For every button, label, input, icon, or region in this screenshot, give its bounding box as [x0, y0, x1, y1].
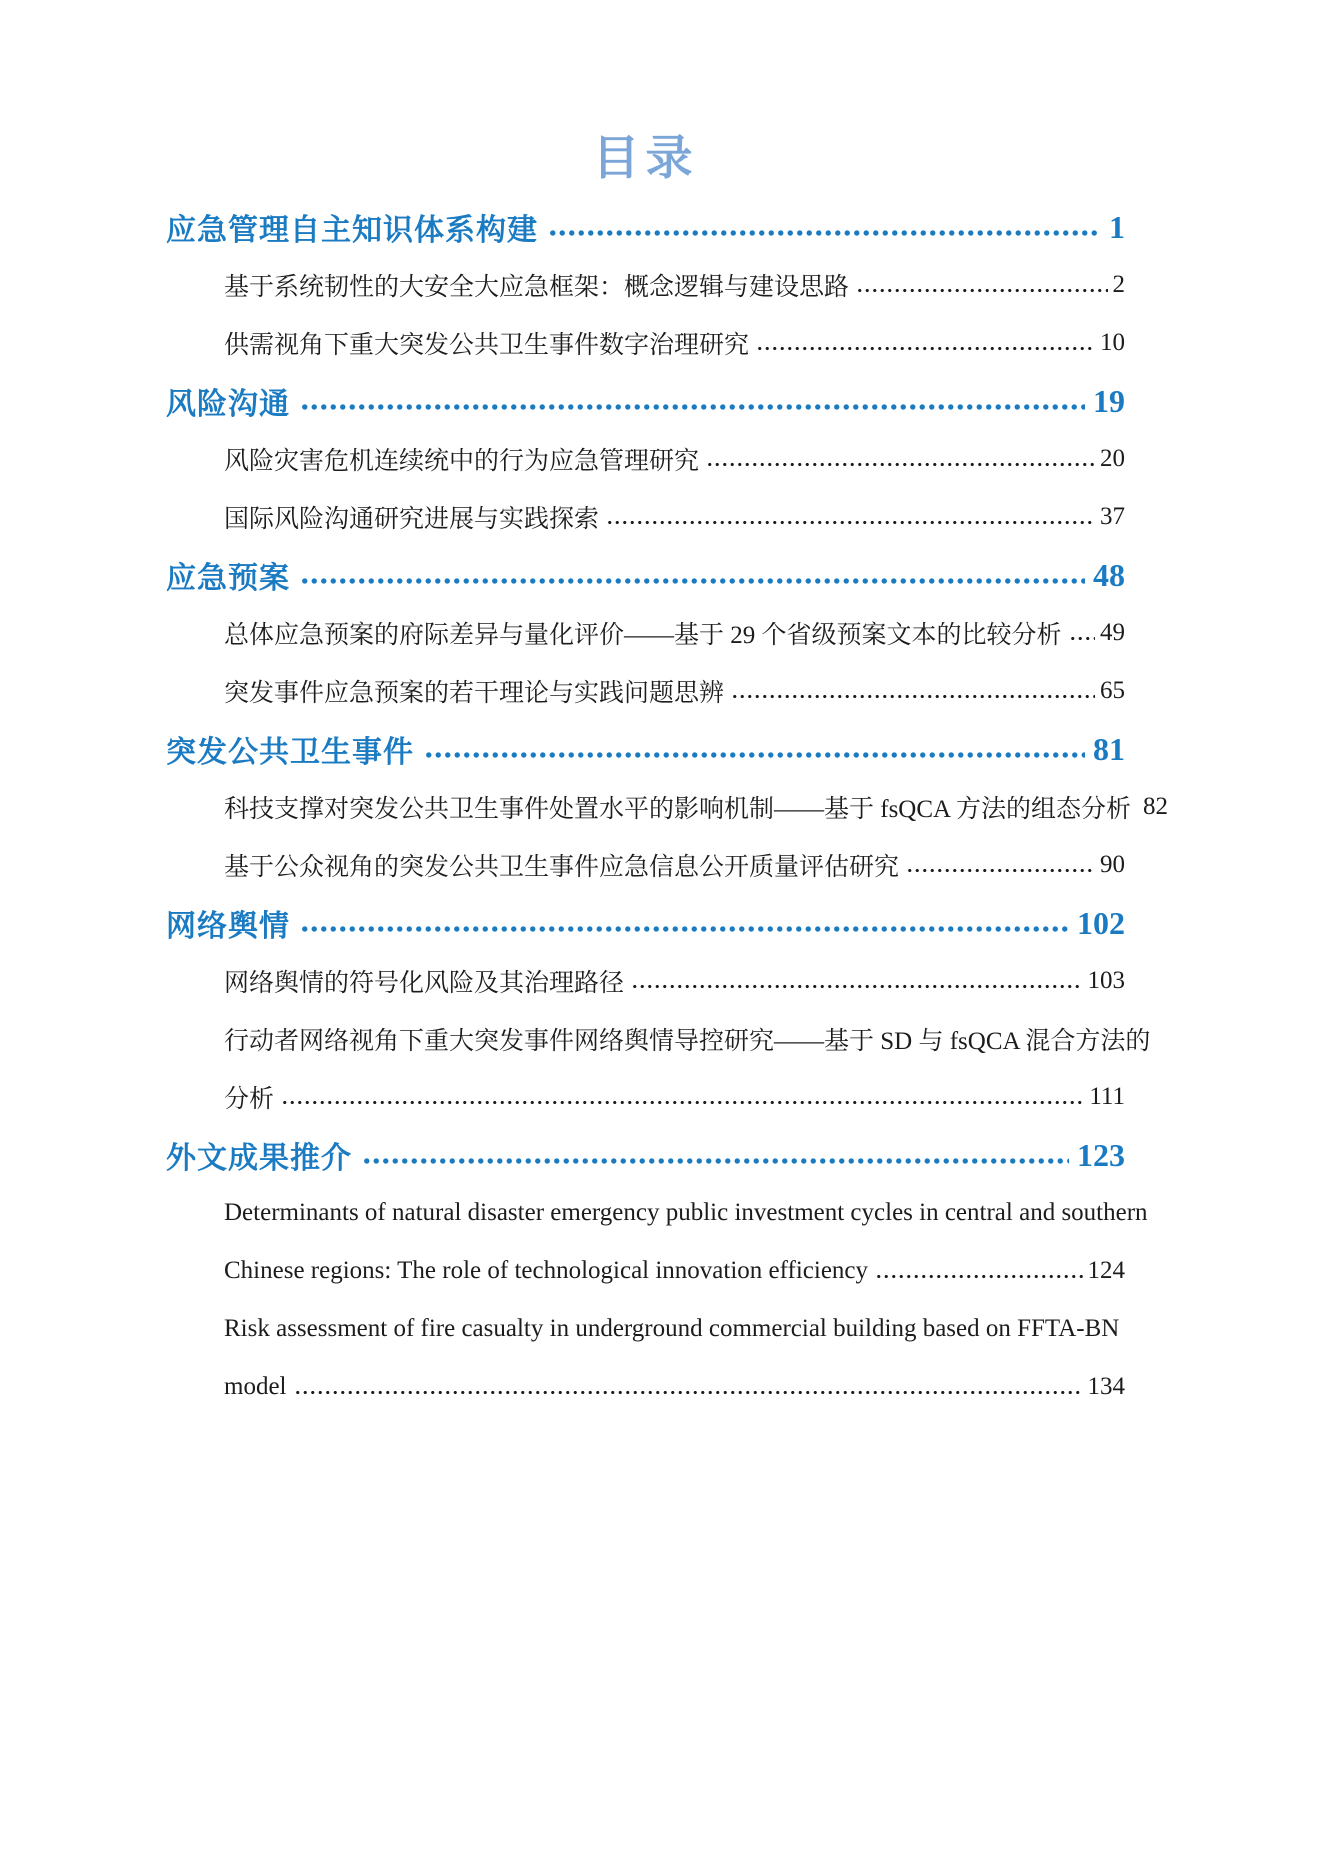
dot-leader	[606, 488, 1095, 546]
entry-page-number: 134	[1087, 1373, 1125, 1400]
dot-leader	[731, 662, 1095, 720]
dot-leader	[548, 198, 1101, 256]
entry-title: model	[224, 1373, 287, 1400]
toc-entry-line[interactable]	[166, 488, 1125, 546]
entry-title: 总体应急预案的府际差异与量化评价——基于 29 个省级预案文本的比较分析	[224, 622, 1062, 649]
section-title: 外文成果推介	[166, 1142, 352, 1175]
section-entries	[166, 778, 1168, 894]
dot-leader	[294, 1358, 1083, 1416]
toc-section	[166, 894, 1151, 1126]
section-entries	[166, 1184, 1148, 1416]
toc-section-heading[interactable]	[166, 372, 1125, 430]
section-title: 突发公共卫生事件	[166, 736, 414, 769]
dot-leader	[875, 1242, 1082, 1300]
page-title: 目录	[592, 131, 699, 184]
toc-entry-line[interactable]	[166, 604, 1125, 662]
toc-section	[166, 372, 1125, 546]
entry-page-number: 90	[1100, 851, 1125, 878]
dot-leader	[1069, 604, 1095, 662]
section-entries	[166, 952, 1151, 1126]
entry-title: 突发事件应急预案的若干理论与实践问题思辨	[224, 680, 725, 707]
dot-leader	[300, 372, 1085, 430]
toc-section-heading[interactable]	[166, 1126, 1125, 1184]
toc-entry-line[interactable]	[166, 1300, 1125, 1358]
toc-entry-line[interactable]	[166, 662, 1125, 720]
toc-section	[166, 720, 1168, 894]
section-page-number: 19	[1093, 382, 1125, 419]
dot-leader	[706, 430, 1095, 488]
section-page-number: 102	[1077, 904, 1125, 941]
toc-section-heading[interactable]	[166, 546, 1125, 604]
dot-leader	[300, 894, 1069, 952]
dot-leader	[424, 720, 1085, 778]
section-title: 网络舆情	[166, 910, 290, 943]
toc-section	[166, 1126, 1148, 1416]
entry-page-number: 10	[1100, 329, 1125, 356]
dot-leader	[856, 256, 1107, 314]
entry-title: 科技支撑对突发公共卫生事件处置水平的影响机制——基于 fsQCA 方法的组态分析	[224, 796, 1131, 823]
entry-title: 基于公众视角的突发公共卫生事件应急信息公开质量评估研究	[224, 854, 900, 881]
toc	[166, 198, 1168, 1416]
section-title: 应急管理自主知识体系构建	[166, 214, 538, 247]
toc-entry-line[interactable]	[166, 1184, 1148, 1242]
entry-page-number: 82	[1142, 793, 1168, 820]
entry-title: 行动者网络视角下重大突发事件网络舆情导控研究——基于 SD 与 fsQCA 混合方法的	[224, 1028, 1151, 1055]
entry-title: 供需视角下重大突发公共卫生事件数字治理研究	[224, 332, 750, 359]
toc-entry-line[interactable]	[166, 314, 1125, 372]
toc-section	[166, 198, 1125, 372]
entry-title: 基于系统韧性的大安全大应急框架：概念逻辑与建设思路	[224, 274, 850, 301]
entry-page-number: 65	[1100, 677, 1125, 704]
entry-title: 国际风险沟通研究进展与实践探索	[224, 506, 600, 533]
dot-leader	[631, 952, 1082, 1010]
entry-title: Chinese regions: The role of technological innovation efficiency	[224, 1257, 869, 1284]
section-entries	[166, 604, 1125, 720]
toc-entry-line[interactable]	[166, 952, 1125, 1010]
section-page-number: 1	[1109, 208, 1125, 245]
dot-leader	[756, 314, 1095, 372]
dot-leader	[906, 836, 1095, 894]
toc-entry-line[interactable]	[166, 836, 1125, 894]
dot-leader	[362, 1126, 1069, 1184]
entry-page-number: 124	[1087, 1257, 1125, 1284]
entry-title: 网络舆情的符号化风险及其治理路径	[224, 970, 625, 997]
dot-leader	[300, 546, 1085, 604]
toc-entry-line[interactable]	[166, 1358, 1125, 1416]
section-entries	[166, 430, 1125, 546]
entry-title: 分析	[224, 1086, 275, 1113]
toc-entry-line[interactable]	[166, 256, 1125, 314]
entry-page-number: 49	[1100, 619, 1125, 646]
toc-section-heading[interactable]	[166, 894, 1125, 952]
section-page-number: 81	[1093, 730, 1125, 767]
entry-title: 风险灾害危机连续统中的行为应急管理研究	[224, 448, 700, 475]
dot-leader	[281, 1068, 1084, 1126]
entry-page-number: 111	[1089, 1083, 1125, 1110]
entry-title: Determinants of natural disaster emergency public investment cycles in central and southern	[224, 1199, 1148, 1226]
toc-entry-line[interactable]	[166, 1242, 1125, 1300]
entry-title: Risk assessment of fire casualty in underground commercial building based on FFTA-BN	[224, 1315, 1120, 1342]
section-page-number: 123	[1077, 1136, 1125, 1173]
toc-entry-line[interactable]	[166, 778, 1168, 836]
entry-page-number: 103	[1087, 967, 1125, 994]
toc-entry-line[interactable]	[166, 1010, 1151, 1068]
section-entries	[166, 256, 1125, 372]
entry-page-number: 20	[1100, 445, 1125, 472]
section-page-number: 48	[1093, 556, 1125, 593]
section-title: 风险沟通	[166, 388, 290, 421]
entry-page-number: 2	[1112, 271, 1125, 298]
section-title: 应急预案	[166, 562, 290, 595]
toc-section-heading[interactable]	[166, 720, 1125, 778]
toc-section	[166, 546, 1125, 720]
entry-page-number: 37	[1100, 503, 1125, 530]
toc-section-heading[interactable]	[166, 198, 1125, 256]
toc-entry-line[interactable]	[166, 430, 1125, 488]
toc-entry-line[interactable]	[166, 1068, 1125, 1126]
